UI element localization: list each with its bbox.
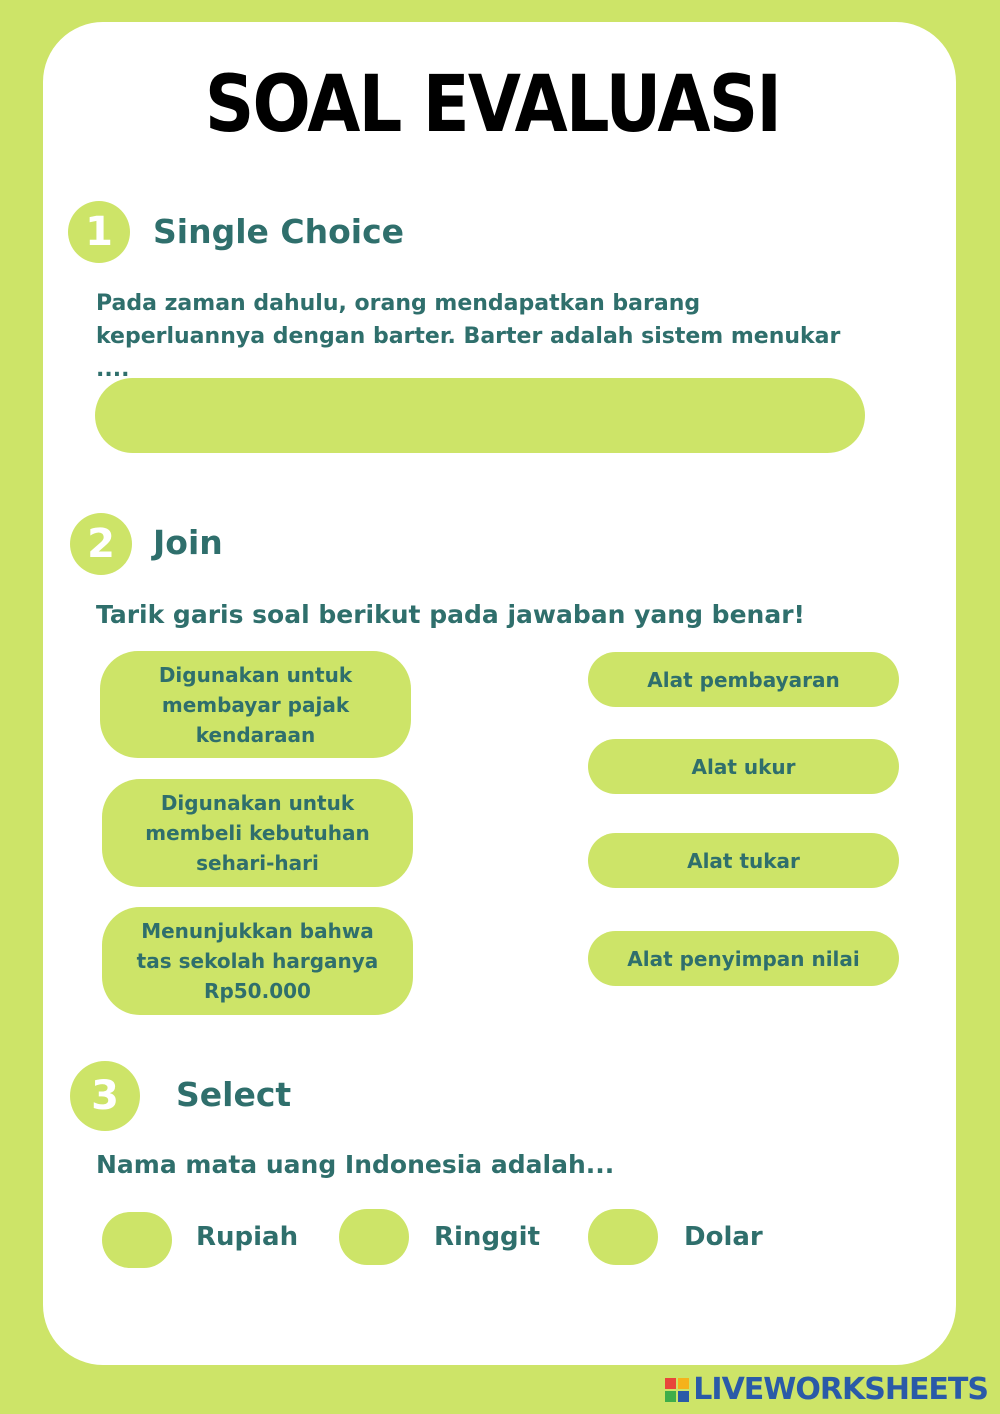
section-3-number-badge: 3 — [70, 1061, 140, 1131]
section-1-title: Single Choice — [153, 212, 405, 251]
single-choice-answer-input[interactable] — [95, 378, 865, 453]
liveworksheets-logo-icon — [665, 1378, 689, 1402]
option-rupiah-radio[interactable] — [102, 1212, 172, 1268]
section-2-question: Tarik garis soal berikut pada jawaban yang benar! — [96, 600, 805, 629]
section-2-title: Join — [153, 523, 223, 562]
section-3-title: Select — [176, 1075, 292, 1114]
brand-name: LIVEWORKSHEETS — [693, 1372, 988, 1407]
join-left-item-3[interactable]: Menunjukkan bahwa tas sekolah harganya Rp50.000 — [102, 907, 413, 1015]
join-right-item-3[interactable]: Alat tukar — [588, 833, 899, 888]
section-2-number-badge: 2 — [70, 513, 132, 575]
option-dolar-radio[interactable] — [588, 1209, 658, 1265]
section-1-number-badge: 1 — [68, 201, 130, 263]
join-left-item-1[interactable]: Digunakan untuk membayar pajak kendaraan — [100, 651, 411, 758]
liveworksheets-brand — [665, 1372, 988, 1407]
page-title: SOAL EVALUASI — [204, 60, 781, 150]
join-right-item-4[interactable]: Alat penyimpan nilai — [588, 931, 899, 986]
section-3-question: Nama mata uang Indonesia adalah... — [96, 1150, 615, 1179]
option-ringgit-label[interactable]: Ringgit — [434, 1222, 541, 1252]
section-1-question: Pada zaman dahulu, orang mendapatkan barang keperluannya dengan barter. Barter adalah sistem menukar .... — [96, 291, 841, 382]
option-rupiah-label[interactable]: Rupiah — [196, 1222, 299, 1252]
option-ringgit-radio[interactable] — [339, 1209, 409, 1265]
join-right-item-2[interactable]: Alat ukur — [588, 739, 899, 794]
join-left-item-2[interactable]: Digunakan untuk membeli kebutuhan sehari-hari — [102, 779, 413, 887]
join-right-item-1[interactable]: Alat pembayaran — [588, 652, 899, 707]
option-dolar-label[interactable]: Dolar — [684, 1222, 763, 1252]
